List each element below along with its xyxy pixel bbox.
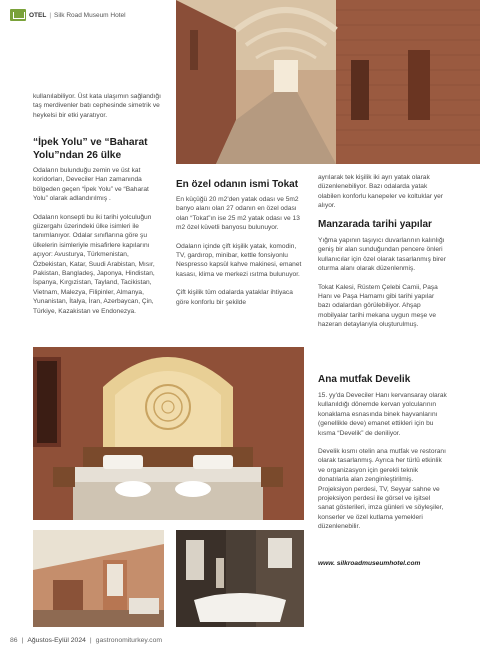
col2-paragraph-1: En küçüğü 20 m2'den yatak odası ve 5m2 banyo alanı olan 27 odanın en özel odası olan “Tokat”ın ise 25 m2 yatak odası ve 13 m2 özel küvetli banyosu bulunuyor.: [176, 196, 300, 232]
bedroom-photo: [33, 347, 304, 520]
header-subtitle: Silk Road Museum Hotel: [54, 11, 126, 19]
magazine-website[interactable]: gastronomiturkey.com: [95, 637, 163, 644]
page-header: [10, 8, 126, 22]
col3-top-paragraph: ayrılarak tek kişilik iki ayrı yatak olarak düzenlenebiliyor. Bazı odalarda yatak olabilen konforlu kanepeler ve koltuklar yer alıyor.: [318, 174, 443, 210]
col3-paragraph-2: Tokat Kalesi, Rüstem Çelebi Camii, Paşa Hanı ve Paşa Hamamı gibi tarihi yapılar bazı odalardan görülebiliyor. Ahşap mobilyalar tarihi mekana uygun meşe ve hazeran detaylarıyla oluşturulmuş.: [318, 283, 438, 329]
heading-manzara: Manzarada tarihi yapılar: [318, 219, 432, 230]
col3-paragraph-4: Develik kısmı otelin ana mutfak ve restoranı olarak tasarlanmış. Ayrıca her türlü etkinlik ve organizasyon için gerekli teknik donatılarla alan zenginleştirilmiş. Projeksiyon perdesi, TV, Seyyar sahne ve projeksiyon perdesi ile görsel ve işitsel sanat gösterileri, imza günleri ve söyleşiler, konserler ve özel kutlama yemekleri düzenlenebilir.: [318, 448, 446, 531]
footer-separator-2: |: [89, 637, 92, 644]
hotel-website-link[interactable]: www. silkroadmuseumhotel.com: [318, 560, 421, 567]
header-separator: |: [49, 11, 52, 19]
page-footer: [10, 637, 162, 644]
col2-paragraph-3: Çift kişilik tüm odalarda yataklar ihtiyaca göre konforlu bir şekilde: [176, 289, 293, 306]
col1-paragraph-1: Odaların bulunduğu zemin ve üst kat koridorları, Deveciler Han zamanında bölgeden geçen “İpek Yolu” ve “Baharat Yolu” olarak adlandırılmış .: [33, 167, 149, 203]
col2-text: [176, 195, 306, 307]
heading-tokat: En özel odanın ismi Tokat: [176, 179, 299, 190]
col3-manzara-text: [318, 236, 448, 330]
page-number: 86: [10, 637, 18, 644]
issue-date: Ağustos-Eylül 2024: [27, 637, 86, 644]
section-label: OTEL: [29, 11, 47, 19]
heading-ipek-yolu: “İpek Yolu” ve “Baharat Yolu”ndan 26 ülke: [33, 137, 148, 161]
bathroom-photo: [176, 530, 304, 627]
col2-paragraph-2: Odaların içinde çift kişilik yatak, komodin, TV, gardırop, minibar, kettle fonsiyonlu Nespresso kapsül kahve makinesi, emanet kasası, klima ve merkezi ısıtma bulunuyor.: [176, 242, 302, 278]
magazine-logo-icon: [10, 9, 26, 21]
room-photo: [33, 530, 164, 627]
intro-paragraph: kullanılabiliyor. Üst kata ulaşımın sağlandığı taş merdivenler batı cephesinde simetrik ve heykelsi bir etki yaratıyor.: [33, 93, 161, 119]
col3-paragraph-3: 15. yy'da Deveciler Hanı kervansaray olarak kullanıldığı dönemde kervan yolcularının konaklama esnasında binek hayvanlarını (genellikle deve) emanet ettikleri için bu kısma “Develik” de deniliyor.: [318, 392, 447, 437]
heading-develik: Ana mutfak Develik: [318, 374, 411, 385]
col1-paragraph-2: Odaların konsepti bu iki tarihi yolculuğun güzergahı üzerindeki ülke isimleri ile tanımlanıyor. Odalar sınıflarına göre şu ülkelerin isimleriyle misafirlere kapılarını açıyor: Avusturya, Türkmenistan, Özbekistan, Katar, Suudi Arabistan, Mısır, Pakistan, Bangladeş, Japonya, Hindistan, İspanya, Kırgızistan, Tayland, Tacikistan, Vietnam, Malezya, Filipinler, Almanya, Yunanistan, İtalya, İran, Azerbaycan, Çin, Türkiye, Kazakistan ve Endonezya.: [33, 213, 155, 315]
corridor-photo: [176, 0, 480, 164]
col1-text: [33, 166, 163, 316]
footer-separator: |: [21, 637, 24, 644]
col3-paragraph-1: Yığma yapının taşıyıcı duvarlarının kalınlığı geniş bir alan sunduğundan pencere önleri kullanıcılar için özel olarak tasarlanmış birer oturma alanı olarak düzenlenmiş.: [318, 237, 446, 273]
col3-develik-text: [318, 391, 448, 532]
